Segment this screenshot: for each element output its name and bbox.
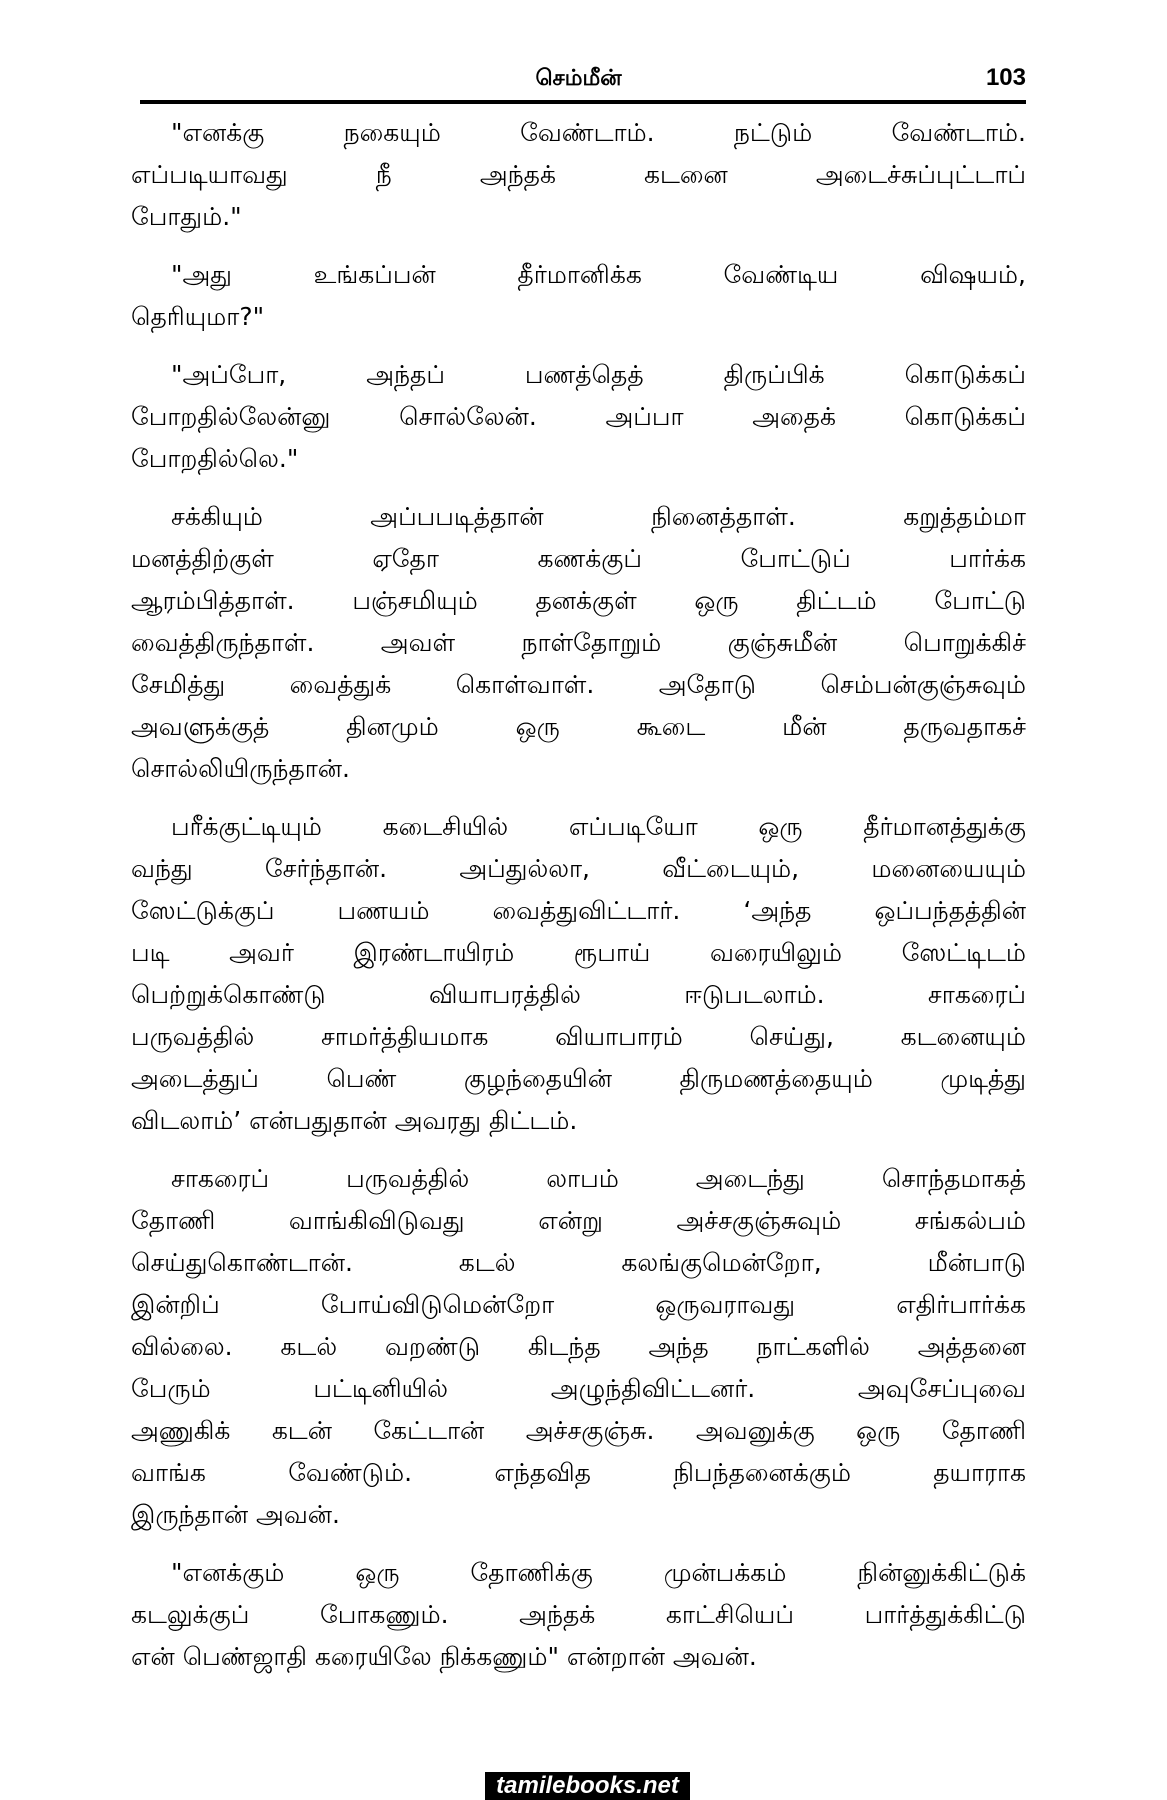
text-line: சொல்லியிருந்தான்.: [131, 754, 350, 783]
text-line: அணுகிக் கடன் கேட்டான் அச்சகுஞ்சு. அவனுக்கு ஒரு தோணி: [131, 1416, 1026, 1445]
paragraph: [131, 1552, 1026, 1678]
header-rule: [140, 100, 1026, 104]
paragraph: [131, 806, 1026, 1142]
text-line: மனத்திற்குள் ஏதோ கணக்குப் போட்டுப் பார்க்க: [131, 544, 1026, 573]
text-line: இன்றிப் போய்விடுமென்றோ ஒருவராவது எதிர்பார்க்க: [131, 1290, 1026, 1319]
paragraph: [131, 254, 1026, 338]
text-line: விடலாம்’ என்பதுதான் அவரது திட்டம்.: [131, 1106, 578, 1135]
text-line: "அது உங்கப்பன் தீர்மானிக்க வேண்டிய விஷயம்,: [171, 260, 1026, 289]
text-line: படி அவர் இரண்டாயிரம் ரூபாய் வரையிலும் ஸேட்டிடம்: [131, 938, 1026, 967]
text-line: செய்துகொண்டான். கடல் கலங்குமென்றோ, மீன்பாடு: [131, 1248, 1026, 1277]
paragraph: [131, 1158, 1026, 1536]
text-line: சேமித்து வைத்துக் கொள்வாள். அதோடு செம்பன்குஞ்சுவும்: [131, 670, 1026, 699]
text-line: "எனக்கும் ஒரு தோணிக்கு முன்பக்கம் நின்னுக்கிட்டுக்: [171, 1558, 1026, 1587]
text-line: வில்லை. கடல் வறண்டு கிடந்த அந்த நாட்களில் அத்தனை: [131, 1332, 1026, 1361]
text-line: "அப்போ, அந்தப் பணத்தெத் திருப்பிக் கொடுக்கப்: [171, 360, 1026, 389]
text-line: தோணி வாங்கிவிடுவது என்று அச்சகுஞ்சுவும் சங்கல்பம்: [131, 1206, 1026, 1235]
paragraph: [131, 112, 1026, 238]
text-line: சாகரைப் பருவத்தில் லாபம் அடைந்து சொந்தமாகத்: [171, 1164, 1026, 1193]
text-line: பெற்றுக்கொண்டு வியாபரத்தில் ஈடுபடலாம். சாகரைப்: [131, 980, 1026, 1009]
text-line: வந்து சேர்ந்தான். அப்துல்லா, வீட்டையும், மனையையும்: [131, 854, 1026, 883]
text-line: வைத்திருந்தாள். அவள் நாள்தோறும் குஞ்சுமீன் பொறுக்கிச்: [131, 628, 1026, 657]
text-line: ஆரம்பித்தாள். பஞ்சமியும் தனக்குள் ஒரு திட்டம் போட்டு: [131, 586, 1026, 615]
text-line: ஸேட்டுக்குப் பணயம் வைத்துவிட்டார். ‘அந்த ஒப்பந்தத்தின்: [131, 896, 1026, 925]
paragraph: [131, 354, 1026, 480]
text-line: என் பெண்ஜாதி கரையிலே நிக்கணும்" என்றான் அவன்.: [131, 1642, 757, 1671]
running-title: செம்மீன்: [535, 66, 622, 91]
page-header: [131, 62, 1026, 102]
text-line: கடலுக்குப் போகணும். அந்தக் காட்சியெப் பார்த்துக்கிட்டு: [131, 1600, 1026, 1629]
text-line: போதும்.": [131, 202, 242, 231]
text-line: போறதில்லெ.": [131, 444, 299, 473]
text-line: வாங்க வேண்டும். எந்தவித நிபந்தனைக்கும் தயாராக: [131, 1458, 1026, 1487]
text-line: பேரும் பட்டினியில் அழுந்திவிட்டனர். அவுசேப்புவை: [131, 1374, 1026, 1403]
text-line: "எனக்கு நகையும் வேண்டாம். நட்டும் வேண்டாம்.: [171, 118, 1026, 147]
text-line: தெரியுமா?": [131, 302, 265, 331]
page-number: 103: [985, 64, 1026, 91]
text-line: சக்கியும் அப்பபடித்தான் நினைத்தாள். கறுத்தம்மா: [171, 502, 1026, 531]
text-line: இருந்தான் அவன்.: [131, 1500, 340, 1529]
page-body: [131, 112, 1026, 1694]
watermark: tamilebooks.net: [485, 1772, 690, 1800]
text-line: பருவத்தில் சாமர்த்தியமாக வியாபாரம் செய்து, கடனையும்: [131, 1022, 1026, 1051]
text-line: அடைத்துப் பெண் குழந்தையின் திருமணத்தையும் முடித்து: [131, 1064, 1026, 1093]
paragraph: [131, 496, 1026, 790]
text-line: போறதில்லேன்னு சொல்லேன். அப்பா அதைக் கொடுக்கப்: [131, 402, 1026, 431]
text-line: அவளுக்குத் தினமும் ஒரு கூடை மீன் தருவதாகச்: [131, 712, 1026, 741]
text-line: பரீக்குட்டியும் கடைசியில் எப்படியோ ஒரு தீர்மானத்துக்கு: [171, 812, 1026, 841]
text-line: எப்படியாவது நீ அந்தக் கடனை அடைச்சுப்புட்டாப்: [131, 160, 1026, 189]
